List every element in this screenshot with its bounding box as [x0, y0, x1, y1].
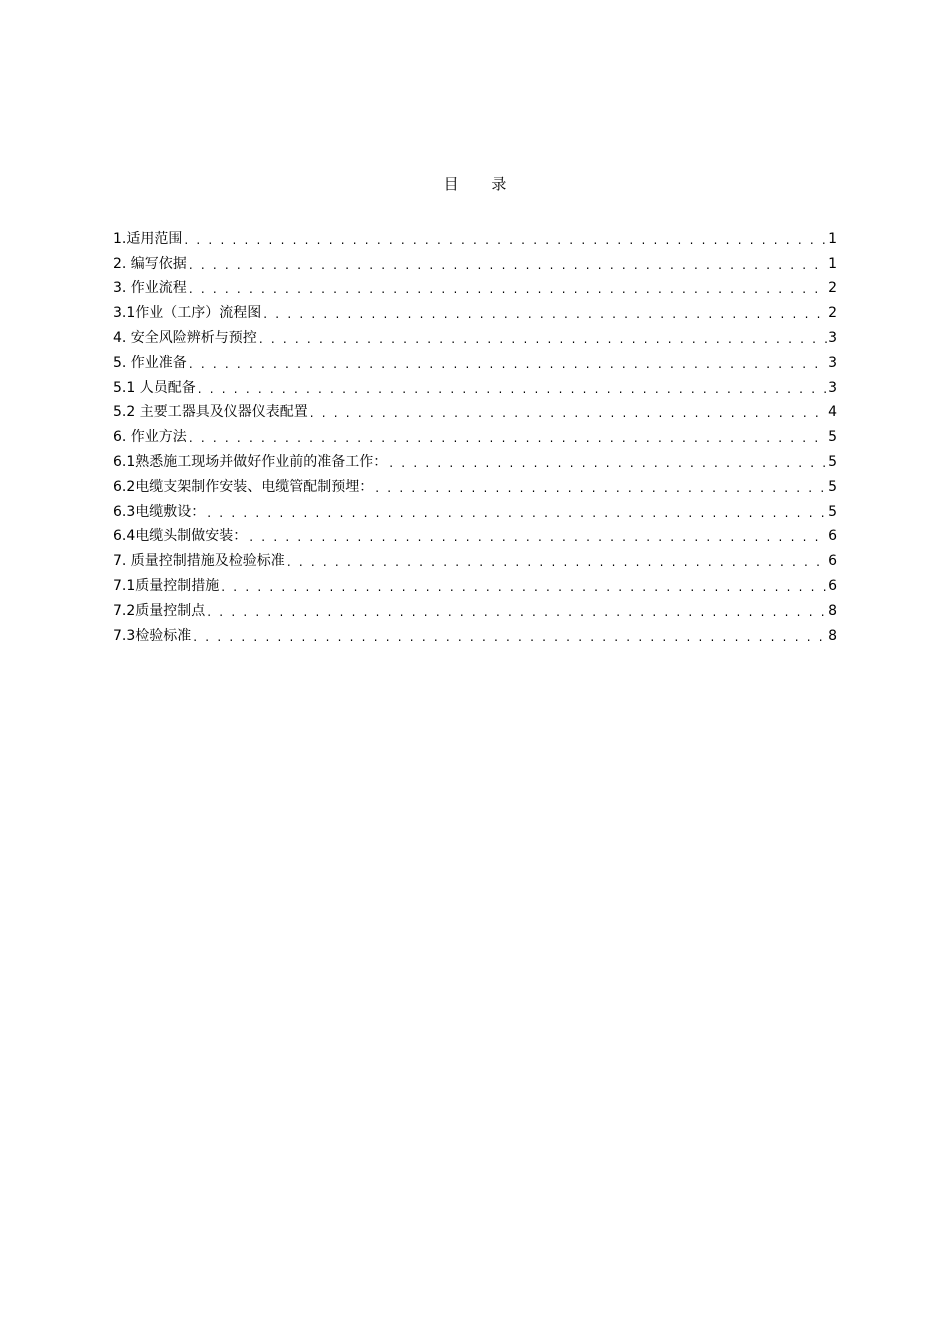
toc-page-number: 2: [828, 305, 837, 322]
toc-entry[interactable]: [113, 249, 837, 274]
toc-entry-title: 3.1作业（工序）流程图: [113, 305, 262, 322]
toc-dot-leader: [261, 305, 827, 323]
toc-dot-leader: [196, 380, 827, 398]
toc-entry-title: 7.2质量控制点: [113, 602, 206, 619]
toc-dot-leader: [187, 429, 827, 447]
toc-entry[interactable]: [113, 472, 837, 497]
toc-page-number: 1: [828, 230, 837, 247]
toc-entry-title: 6.3电缆敷设：: [113, 503, 206, 520]
toc-entry-title: 6. 作业方法: [113, 429, 187, 446]
toc-dot-leader: [187, 355, 827, 373]
toc-entry-title: 3. 作业流程: [113, 280, 187, 297]
table-of-contents: [113, 224, 837, 646]
toc-dot-leader: [205, 603, 827, 621]
toc-title: 目 录: [443, 175, 521, 193]
toc-dot-leader: [308, 404, 827, 422]
toc-dot-leader: [182, 231, 827, 249]
toc-entry-title: 5.1 人员配备: [113, 379, 196, 396]
toc-page-number: 6: [828, 553, 837, 570]
toc-entry-title: 6.4电缆头制做安装：: [113, 528, 248, 545]
toc-entry[interactable]: [113, 497, 837, 522]
toc-entry[interactable]: [113, 398, 837, 423]
toc-page-number: 6: [828, 528, 837, 545]
toc-dot-leader: [191, 628, 827, 646]
toc-entry[interactable]: [113, 422, 837, 447]
toc-page-number: 5: [828, 453, 837, 470]
toc-entry-title: 1.适用范围: [113, 230, 183, 247]
toc-dot-leader: [247, 528, 827, 546]
toc-dot-leader: [285, 553, 827, 571]
toc-entry[interactable]: [113, 373, 837, 398]
toc-entry-title: 2. 编写依据: [113, 255, 187, 272]
toc-page-number: 8: [828, 602, 837, 619]
toc-page-number: 5: [828, 503, 837, 520]
toc-entry-title: 7.3检验标准: [113, 627, 192, 644]
toc-entry[interactable]: [113, 274, 837, 299]
toc-dot-leader: [187, 280, 827, 298]
toc-entry[interactable]: [113, 546, 837, 571]
toc-entry-title: 7.1质量控制措施: [113, 577, 220, 594]
toc-dot-leader: [387, 454, 827, 472]
toc-dot-leader: [257, 330, 827, 348]
toc-page-number: 2: [828, 280, 837, 297]
toc-entry-title: 6.2电缆支架制作安装、电缆管配制预埋：: [113, 478, 374, 495]
toc-page-number: 8: [828, 627, 837, 644]
toc-entry[interactable]: [113, 348, 837, 373]
toc-page-number: 1: [828, 255, 837, 272]
toc-page-number: 5: [828, 429, 837, 446]
toc-entry-title: 4. 安全风险辨析与预控: [113, 329, 257, 346]
toc-entry-title: 7. 质量控制措施及检验标准: [113, 553, 285, 570]
toc-entry[interactable]: [113, 621, 837, 646]
toc-page-number: 3: [828, 354, 837, 371]
toc-entry[interactable]: [113, 298, 837, 323]
toc-entry[interactable]: [113, 522, 837, 547]
toc-page-number: 5: [828, 478, 837, 495]
toc-entry[interactable]: [113, 224, 837, 249]
toc-page-number: 3: [828, 379, 837, 396]
toc-page-number: 3: [828, 329, 837, 346]
toc-page-number: 4: [828, 404, 837, 421]
toc-entry[interactable]: [113, 447, 837, 472]
toc-entry-title: 5.2 主要工器具及仪器仪表配置: [113, 404, 308, 421]
toc-entry[interactable]: [113, 596, 837, 621]
toc-entry[interactable]: [113, 571, 837, 596]
toc-dot-leader: [219, 578, 827, 596]
toc-page-number: 6: [828, 577, 837, 594]
toc-dot-leader: [187, 256, 827, 274]
toc-entry-title: 6.1熟悉施工现场并做好作业前的准备工作：: [113, 453, 388, 470]
toc-entry[interactable]: [113, 323, 837, 348]
toc-entry-title: 5. 作业准备: [113, 354, 187, 371]
toc-dot-leader: [205, 504, 827, 522]
toc-dot-leader: [373, 479, 827, 497]
